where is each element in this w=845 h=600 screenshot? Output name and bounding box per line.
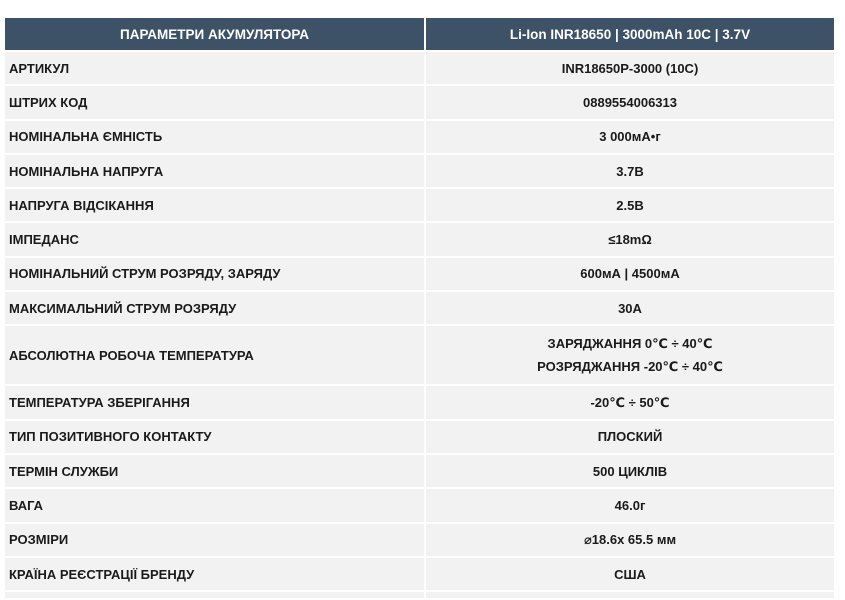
table-row <box>5 386 834 420</box>
table-row <box>5 455 834 489</box>
table-header-row <box>5 18 834 52</box>
row-label-dimensions: РОЗМІРИ <box>5 524 426 556</box>
table-row <box>5 155 834 189</box>
row-label-article: АРТИКУЛ <box>5 52 426 84</box>
row-value-storage-temp: -20℃ ÷ 50℃ <box>426 386 834 418</box>
operating-temp-charge: ЗАРЯДЖАННЯ 0℃ ÷ 40℃ <box>547 336 713 352</box>
row-value-contact-type: ПЛОСКИЙ <box>426 421 834 453</box>
row-value-operating-temp <box>426 326 834 384</box>
row-value-service-life: 500 ЦИКЛІВ <box>426 455 834 487</box>
table-row <box>5 326 834 386</box>
row-label-service-life: ТЕРМІН СЛУЖБИ <box>5 455 426 487</box>
row-value-capacity: 3 000мА•г <box>426 121 834 153</box>
operating-temp-discharge: РОЗРЯДЖАННЯ -20℃ ÷ 40℃ <box>537 359 723 375</box>
row-value-weight: 46.0г <box>426 489 834 521</box>
table-row <box>5 52 834 86</box>
row-value-max-current: 30А <box>426 292 834 324</box>
header-parameters: ПАРАМЕТРИ АКУМУЛЯТОРА <box>5 18 426 50</box>
table-row <box>5 121 834 155</box>
row-label-weight: ВАГА <box>5 489 426 521</box>
table-row <box>5 258 834 292</box>
table-row <box>5 86 834 120</box>
table-row <box>5 223 834 257</box>
row-label-brand-country: КРАЇНА РЕЄСТРАЦІЇ БРЕНДУ <box>5 558 426 590</box>
table-row-cutoff <box>5 592 834 600</box>
row-value-barcode: 0889554006313 <box>426 86 834 118</box>
row-label-impedance: ІМПЕДАНС <box>5 223 426 255</box>
row-label-cutoff-voltage: НАПРУГА ВІДСІКАННЯ <box>5 189 426 221</box>
row-value-impedance: ≤18mΩ <box>426 223 834 255</box>
row-label-cutoff-placeholder <box>5 592 426 598</box>
row-label-contact-type: ТИП ПОЗИТИВНОГО КОНТАКТУ <box>5 421 426 453</box>
table-row <box>5 421 834 455</box>
table-row <box>5 189 834 223</box>
row-value-voltage: 3.7В <box>426 155 834 187</box>
row-label-barcode: ШТРИХ КОД <box>5 86 426 118</box>
row-label-nominal-current: НОМІНАЛЬНИЙ СТРУМ РОЗРЯДУ, ЗАРЯДУ <box>5 258 426 290</box>
header-battery-model: Li-Ion INR18650 | 3000mAh 10C | 3.7V <box>426 18 834 50</box>
row-label-storage-temp: ТЕМПЕРАТУРА ЗБЕРІГАННЯ <box>5 386 426 418</box>
row-label-capacity: НОМІНАЛЬНА ЄМНІСТЬ <box>5 121 426 153</box>
row-value-dimensions: ⌀18.6х 65.5 мм <box>426 524 834 556</box>
row-label-operating-temp: АБСОЛЮТНА РОБОЧА ТЕМПЕРАТУРА <box>5 326 426 384</box>
row-value-article: INR18650P-3000 (10C) <box>426 52 834 84</box>
row-value-cutoff-voltage: 2.5В <box>426 189 834 221</box>
table-row <box>5 524 834 558</box>
table-row <box>5 489 834 523</box>
table-row <box>5 558 834 592</box>
row-label-max-current: МАКСИМАЛЬНИЙ СТРУМ РОЗРЯДУ <box>5 292 426 324</box>
table-row <box>5 292 834 326</box>
row-label-voltage: НОМІНАЛЬНА НАПРУГА <box>5 155 426 187</box>
row-value-cutoff-placeholder <box>426 592 834 598</box>
battery-spec-table <box>5 18 834 600</box>
row-value-brand-country: США <box>426 558 834 590</box>
row-value-nominal-current: 600мА | 4500мА <box>426 258 834 290</box>
